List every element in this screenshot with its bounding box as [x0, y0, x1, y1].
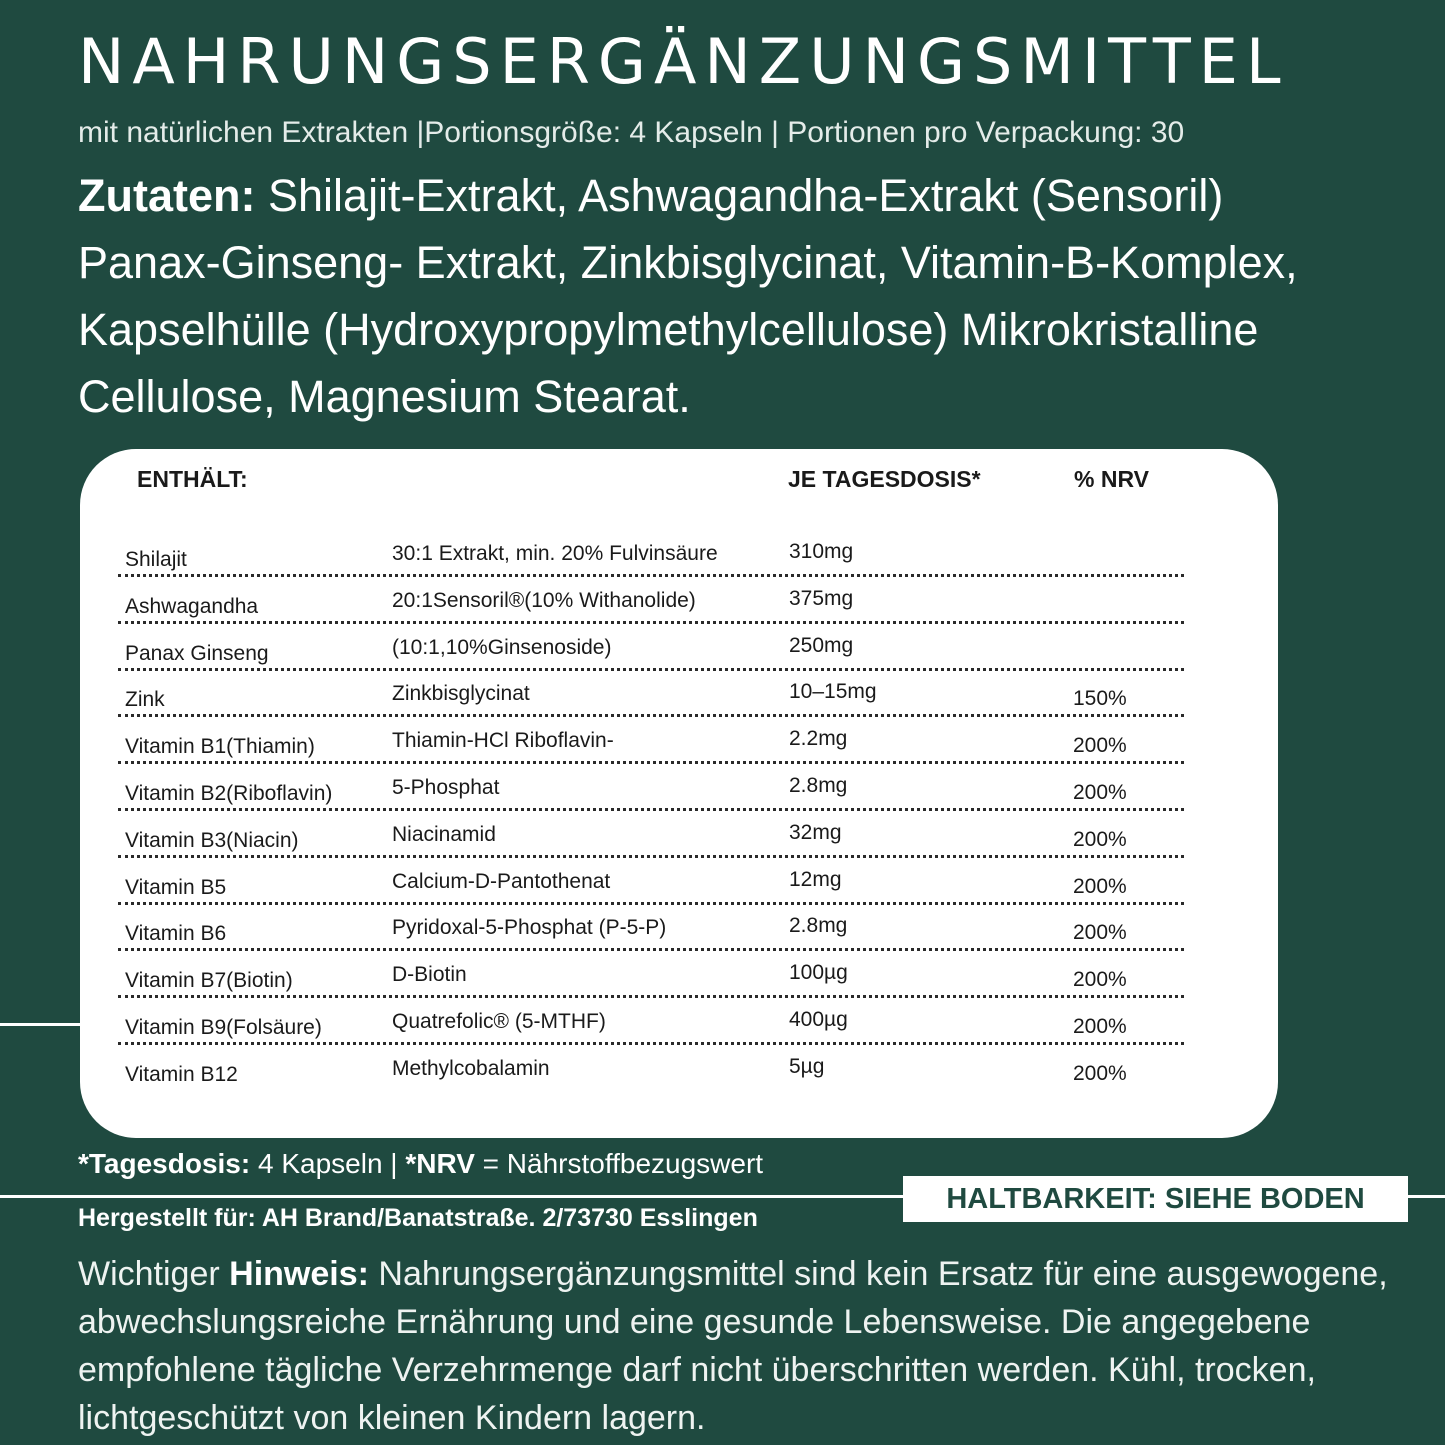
ingredients-text: Shilajit-Extrakt, Ashwagandha-Extrakt (Sensoril) Panax-Ginseng- Extrakt, Zinkbisglycinat, Vitamin-B-Komplex, Kapselhülle (Hydroxypropylmethylcellulose) Mikrokristalline Cellulose, Magnesium Stearat.: [78, 170, 1298, 422]
ingredient-form: 30:1 Extrakt, min. 20% Fulvinsäure: [392, 542, 718, 565]
ingredient-nrv: 200%: [1073, 1061, 1127, 1085]
ingredient-nrv: 200%: [1073, 968, 1127, 992]
ingredient-dose: 2.8mg: [789, 774, 848, 797]
ingredient-dose: 310mg: [789, 540, 854, 563]
ingredient-name: Vitamin B1(Thiamin): [125, 735, 315, 759]
ingredient-nrv: 200%: [1073, 827, 1127, 851]
ingredient-dose: 400µg: [789, 1008, 848, 1031]
ingredient-name: Panax Ginseng: [125, 641, 269, 665]
ingredient-form: Calcium-D-Pantothenat: [392, 869, 611, 893]
notice-prefix: Wichtiger: [78, 1255, 230, 1293]
ingredient-name: Vitamin B9(Folsäure): [125, 1016, 322, 1039]
ingredient-form: 5-Phosphat: [392, 776, 500, 799]
table-row: [118, 996, 1184, 1045]
table-row: [118, 575, 1184, 624]
ingredient-form: (10:1,10%Ginsenoside): [392, 635, 612, 659]
left-divider-line: [0, 1023, 82, 1026]
ingredient-dose: 32mg: [789, 820, 842, 844]
table-row: [118, 856, 1184, 905]
ingredient-name: Vitamin B5: [125, 875, 227, 899]
footnote-nrv-label: *NRV: [405, 1148, 475, 1179]
ingredient-form: Niacinamid: [392, 822, 496, 846]
ingredient-nrv: 200%: [1073, 734, 1127, 758]
table-row: [118, 622, 1184, 671]
table-row: [118, 668, 1184, 717]
page-title: NAHRUNGSERGÄNZUNGSMITTEL: [78, 25, 1289, 98]
notice-label: Hinweis:: [229, 1255, 369, 1293]
footnote-nrv-text: = Nährstoffbezugswert: [474, 1148, 764, 1179]
shelf-life-badge: HALTBARKEIT: SIEHE BODEN: [903, 1176, 1408, 1222]
ingredient-name: Ashwagandha: [125, 594, 259, 618]
header-nrv: % NRV: [1074, 466, 1149, 492]
bottom-divider-line-right: [1408, 1195, 1445, 1198]
ingredient-dose: 375mg: [789, 586, 854, 610]
ingredient-dose: 12mg: [789, 867, 842, 891]
ingredient-form: 20:1Sensoril®(10% Withanolide): [392, 588, 696, 612]
ingredient-name: Vitamin B3(Niacin): [125, 828, 299, 852]
ingredient-name: Vitamin B12: [125, 1062, 238, 1086]
header-dose: JE TAGESDOSIS*: [788, 466, 981, 492]
ingredient-dose: 2.2mg: [789, 727, 848, 751]
table-row: [118, 949, 1184, 998]
important-notice: [78, 1250, 1438, 1442]
ingredient-nrv: 200%: [1073, 781, 1127, 804]
ingredient-name: Vitamin B7(Biotin): [125, 969, 293, 993]
footnote: [78, 1148, 763, 1180]
ingredient-form: Pyridoxal-5-Phosphat (P-5-P): [392, 916, 667, 940]
footnote-dose-text: 4 Kapseln |: [250, 1148, 406, 1179]
ingredient-nrv: 150%: [1073, 687, 1127, 711]
ingredient-form: D-Biotin: [392, 963, 467, 987]
table-row: [118, 902, 1184, 951]
notice-text: Nahrungsergänzungsmittel sind kein Ersatz für eine ausgewogene, abwechslungsreiche Ernährung und eine gesunde Lebensweise. Die angegebene empfohlene tägliche Verzehrmenge darf nicht überschritten werden. Kühl, trocken, lichtgeschützt von kleinen Kindern lagern.: [78, 1255, 1388, 1437]
table-row: [118, 1043, 1184, 1089]
ingredients-label: Zutaten:: [78, 170, 256, 221]
header-contains: ENTHÄLT:: [137, 466, 248, 492]
table-row: [118, 715, 1184, 764]
ingredient-form: Methylcobalamin: [392, 1056, 550, 1080]
ingredient-name: Vitamin B2(Riboflavin): [125, 782, 333, 805]
ingredient-name: Zink: [125, 688, 165, 712]
ingredient-name: Vitamin B6: [125, 922, 227, 946]
bottom-divider-line-left: [0, 1195, 903, 1198]
table-row: [118, 762, 1184, 811]
ingredient-form: Zinkbisglycinat: [392, 682, 530, 706]
ingredient-dose: 250mg: [789, 633, 854, 657]
ingredients-list: [78, 162, 1378, 430]
table-row: [118, 809, 1184, 858]
ingredient-nrv: 200%: [1073, 1015, 1127, 1038]
ingredient-name: Shilajit: [125, 548, 187, 571]
ingredient-dose: 10–15mg: [789, 680, 877, 704]
subtitle: mit natürlichen Extrakten |Portionsgröße: 4 Kapseln | Portionen pro Verpackung: 30: [78, 116, 1185, 149]
ingredient-dose: 2.8mg: [789, 914, 848, 938]
ingredient-dose: 5µg: [789, 1054, 825, 1078]
footnote-dose-label: *Tagesdosis:: [78, 1148, 251, 1179]
ingredient-form: Quatrefolic® (5-MTHF): [392, 1010, 606, 1033]
ingredient-nrv: 200%: [1073, 874, 1127, 898]
table-row: [118, 528, 1184, 577]
manufacturer-info: Hergestellt für: AH Brand/Banatstraße. 2/73730 Esslingen: [78, 1204, 758, 1232]
ingredient-nrv: 200%: [1073, 921, 1127, 945]
ingredient-dose: 100µg: [789, 961, 848, 985]
ingredient-form: Thiamin-HCl Riboflavin-: [392, 729, 614, 753]
